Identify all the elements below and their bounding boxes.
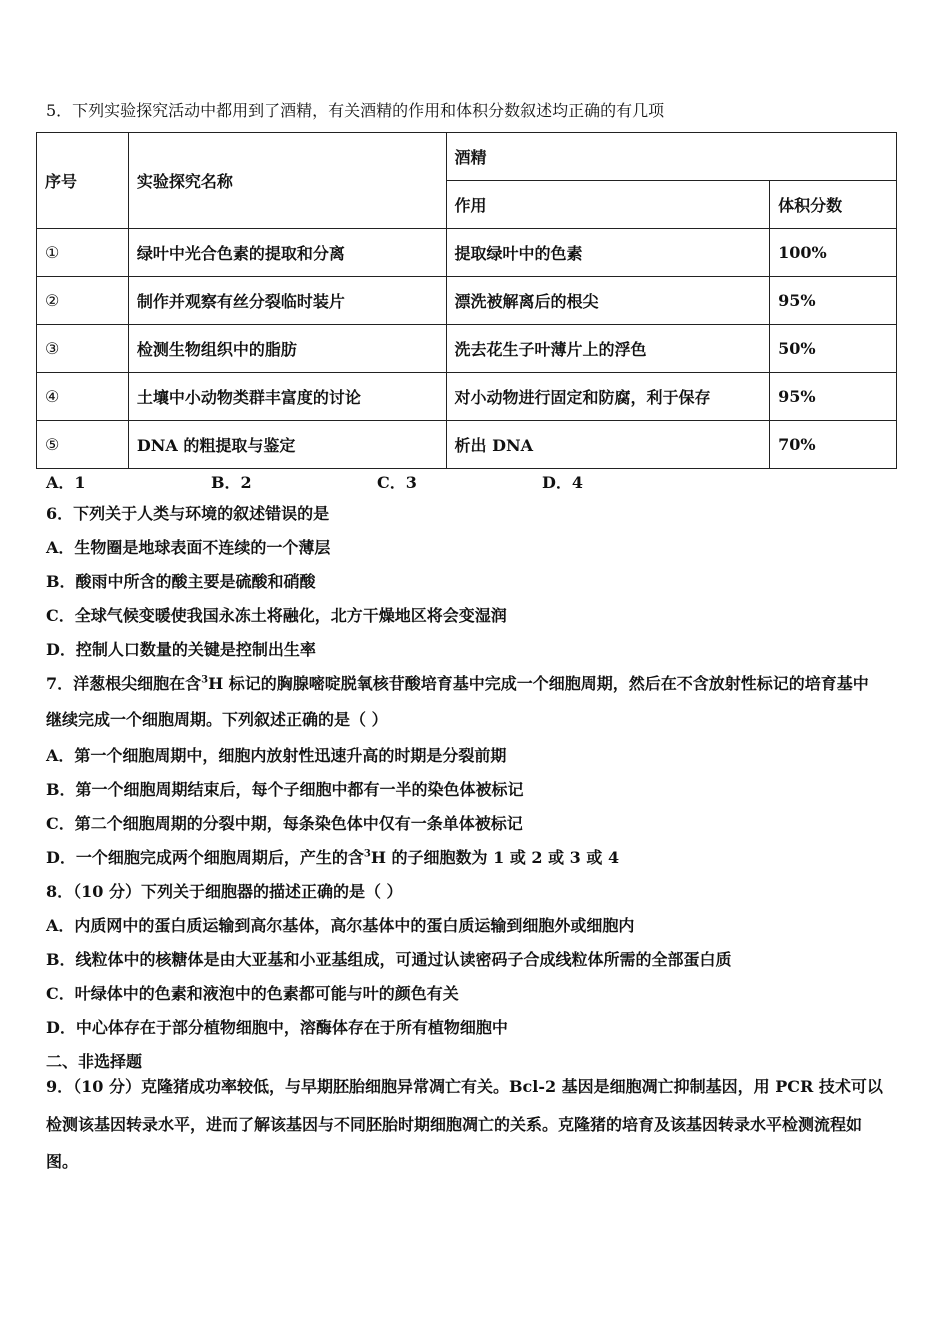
cell-conc: 95% <box>770 373 897 421</box>
q8-option-a: A．内质网中的蛋白质运输到高尔基体，高尔基体中的蛋白质运输到细胞外或细胞内 <box>46 916 635 935</box>
q7-stem <box>46 674 869 694</box>
q8-option-c: C．叶绿体中的色素和液泡中的色素都可能与叶的颜色有关 <box>46 984 459 1003</box>
q5-option-d: D．4 <box>542 473 584 492</box>
header-name: 实验探究名称 <box>128 133 446 229</box>
q6-option-a: A．生物圈是地球表面不连续的一个薄层 <box>46 538 331 557</box>
cell-use: 析出 DNA <box>446 421 770 469</box>
q7-stem-part-b: H 标记的胸腺嘧啶脱氧核苷酸培育基中完成一个细胞周期，然后在不含放射性标记的培育基中 <box>208 674 869 693</box>
cell-seq: ① <box>37 229 129 277</box>
q9-line3: 图。 <box>46 1152 79 1171</box>
table-row <box>37 421 897 469</box>
cell-conc: 95% <box>770 277 897 325</box>
cell-conc: 70% <box>770 421 897 469</box>
q7-option-d-superscript: 3 <box>363 848 371 860</box>
cell-use: 漂洗被解离后的根尖 <box>446 277 770 325</box>
q7-option-d-part-a: D．一个细胞完成两个细胞周期后，产生的含 <box>46 848 364 867</box>
q7-option-a: A．第一个细胞周期中，细胞内放射性迅速升高的时期是分裂前期 <box>46 746 507 765</box>
header-seq: 序号 <box>37 133 129 229</box>
q8-option-b: B．线粒体中的核糖体是由大亚基和小亚基组成，可通过认读密码子合成线粒体所需的全部蛋白质 <box>46 950 732 969</box>
cell-seq: ④ <box>37 373 129 421</box>
section-heading: 二、非选择题 <box>46 1052 143 1071</box>
q6-stem: 6．下列关于人类与环境的叙述错误的是 <box>46 504 330 523</box>
q8-stem: 8．（10 分）下列关于细胞器的描述正确的是（ ） <box>46 882 403 901</box>
header-use: 作用 <box>446 181 770 229</box>
cell-conc: 100% <box>770 229 897 277</box>
q5-option-b: B．2 <box>211 473 252 492</box>
cell-use: 对小动物进行固定和防腐，利于保存 <box>446 373 770 421</box>
q7-option-c: C．第二个细胞周期的分裂中期，每条染色体中仅有一条单体被标记 <box>46 814 523 833</box>
cell-name: 检测生物组织中的脂肪 <box>128 325 446 373</box>
q5-option-c: C．3 <box>377 473 417 492</box>
q7-option-d <box>46 848 619 868</box>
cell-name: 绿叶中光合色素的提取和分离 <box>128 229 446 277</box>
q5-option-a: A．1 <box>46 473 86 492</box>
q7-superscript: 3 <box>201 674 209 686</box>
q7-stem-line2: 继续完成一个细胞周期。下列叙述正确的是（ ） <box>46 710 388 729</box>
table-row <box>37 229 897 277</box>
cell-name: 制作并观察有丝分裂临时装片 <box>128 277 446 325</box>
q7-stem-part-a: 7．洋葱根尖细胞在含 <box>46 674 202 693</box>
q7-option-d-part-b: H 的子细胞数为 1 或 2 或 3 或 4 <box>370 848 620 867</box>
cell-use: 洗去花生子叶薄片上的浮色 <box>446 325 770 373</box>
cell-seq: ③ <box>37 325 129 373</box>
q9-line2: 检测该基因转录水平，进而了解该基因与不同胚胎时期细胞凋亡的关系。克隆猪的培育及该基因转录水平检测流程如 <box>46 1115 863 1134</box>
table-row <box>37 373 897 421</box>
cell-conc: 50% <box>770 325 897 373</box>
cell-name: DNA 的粗提取与鉴定 <box>128 421 446 469</box>
table-row <box>37 325 897 373</box>
q6-option-c: C．全球气候变暖使我国永冻土将融化，北方干燥地区将会变湿润 <box>46 606 507 625</box>
table-row <box>37 277 897 325</box>
q6-option-d: D．控制人口数量的关键是控制出生率 <box>46 640 316 659</box>
cell-seq: ⑤ <box>37 421 129 469</box>
table-header-row <box>37 133 897 181</box>
q5-table <box>36 132 897 469</box>
cell-name: 土壤中小动物类群丰富度的讨论 <box>128 373 446 421</box>
header-alcohol: 酒精 <box>446 133 897 181</box>
cell-use: 提取绿叶中的色素 <box>446 229 770 277</box>
header-conc: 体积分数 <box>770 181 897 229</box>
cell-seq: ② <box>37 277 129 325</box>
q5-stem: 5．下列实验探究活动中都用到了酒精，有关酒精的作用和体积分数叙述均正确的有几项 <box>46 101 665 120</box>
q7-option-b: B．第一个细胞周期结束后，每个子细胞中都有一半的染色体被标记 <box>46 780 524 799</box>
q9-line1: 9．（10 分）克隆猪成功率较低，与早期胚胎细胞异常凋亡有关。Bcl-2 基因是细胞凋亡抑制基因，用 PCR 技术可以 <box>46 1077 883 1096</box>
q8-option-d: D．中心体存在于部分植物细胞中，溶酶体存在于所有植物细胞中 <box>46 1018 508 1037</box>
q6-option-b: B．酸雨中所含的酸主要是硫酸和硝酸 <box>46 572 316 591</box>
